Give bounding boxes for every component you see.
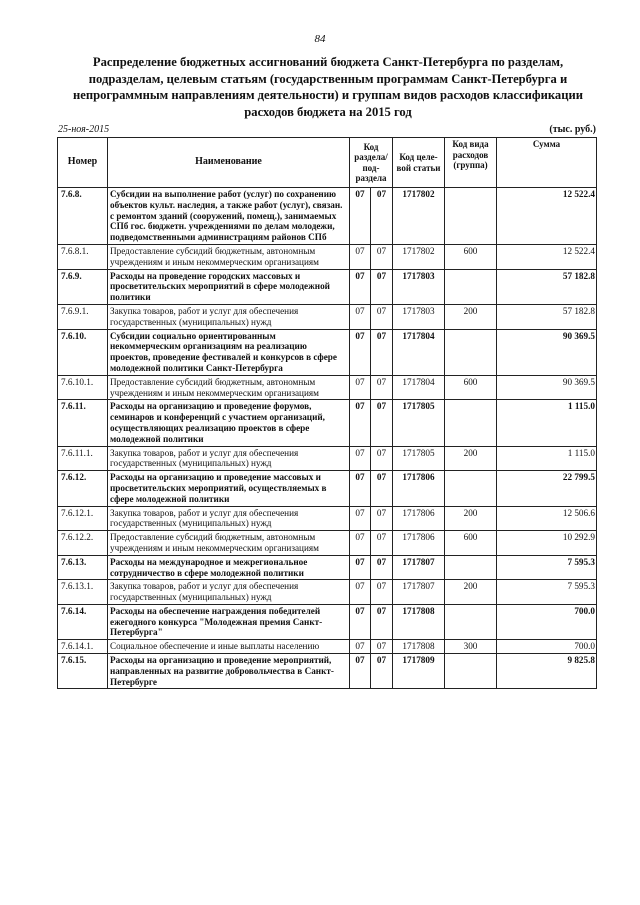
row-number: 7.6.14.1. [58,640,108,654]
row-podrazdel: 07 [371,304,393,329]
document-title: Распределение бюджетных ассигнований бюджета Санкт-Петербурга по разделам, подразделам, целевым статьям (государственным программам Санкт-Петербурга и непрограммным направлениям деятельности) и группам видов расходов классификации расходов бюджета на 2015 год [73,55,583,119]
row-celevaya: 1717806 [393,506,445,531]
row-number: 7.6.14. [58,604,108,639]
table-row [58,375,597,400]
row-podrazdel: 07 [371,654,393,689]
row-celevaya: 1717807 [393,555,445,580]
row-name: Закупка товаров, работ и услуг для обеспечения государственных (муниципальных) нужд [108,580,350,605]
row-podrazdel: 07 [371,506,393,531]
row-summa: 12 506.6 [497,506,597,531]
row-summa: 10 292.9 [497,531,597,556]
row-razdel: 07 [350,304,371,329]
row-summa: 12 522.4 [497,188,597,245]
row-podrazdel: 07 [371,244,393,269]
row-razdel: 07 [350,329,371,375]
row-number: 7.6.9. [58,269,108,304]
row-razdel: 07 [350,580,371,605]
row-vid [445,400,497,446]
row-summa: 57 182.8 [497,269,597,304]
row-celevaya: 1717808 [393,604,445,639]
row-vid [445,604,497,639]
row-celevaya: 1717802 [393,244,445,269]
row-celevaya: 1717806 [393,531,445,556]
row-summa: 1 115.0 [497,400,597,446]
row-razdel: 07 [350,555,371,580]
row-number: 7.6.10.1. [58,375,108,400]
header-vid: Код вида расходов (группа) [445,138,497,188]
header-celevaya: Код целе- вой статьи [393,138,445,188]
row-summa: 22 799.5 [497,471,597,506]
row-vid: 600 [445,531,497,556]
row-podrazdel: 07 [371,329,393,375]
header-number: Номер [58,138,108,188]
header-name: Наименование [108,138,350,188]
row-celevaya: 1717804 [393,329,445,375]
row-podrazdel: 07 [371,446,393,471]
row-name: Расходы на организацию и проведение массовых и просветительских мероприятий, осуществляемых в сфере молодежной политики [108,471,350,506]
row-vid [445,329,497,375]
row-podrazdel: 07 [371,400,393,446]
row-name: Расходы на международное и межрегиональное сотрудничество в сфере молодежной политики [108,555,350,580]
row-name: Расходы на организацию и проведение форумов, семинаров и конференций с участием организаций, осуществляющих реализацию проектов в сфере молодежной политики [108,400,350,446]
row-summa: 12 522.4 [497,244,597,269]
row-name: Расходы на обеспечение награждения победителей ежегодного конкурса "Молодежная премия Санкт-Петербурга" [108,604,350,639]
row-podrazdel: 07 [371,640,393,654]
row-podrazdel: 07 [371,269,393,304]
table-row [58,446,597,471]
row-razdel: 07 [350,269,371,304]
table-row [58,471,597,506]
row-vid [445,471,497,506]
row-summa: 57 182.8 [497,304,597,329]
row-vid [445,555,497,580]
row-summa: 90 369.5 [497,329,597,375]
row-name: Закупка товаров, работ и услуг для обеспечения государственных (муниципальных) нужд [108,446,350,471]
row-vid: 300 [445,640,497,654]
row-vid: 200 [445,580,497,605]
row-razdel: 07 [350,531,371,556]
row-celevaya: 1717808 [393,640,445,654]
row-razdel: 07 [350,244,371,269]
row-summa: 90 369.5 [497,375,597,400]
row-razdel: 07 [350,375,371,400]
row-podrazdel: 07 [371,188,393,245]
row-summa: 700.0 [497,640,597,654]
row-number: 7.6.10. [58,329,108,375]
row-summa: 1 115.0 [497,446,597,471]
row-number: 7.6.13. [58,555,108,580]
row-celevaya: 1717803 [393,269,445,304]
row-razdel: 07 [350,471,371,506]
row-name: Субсидии на выполнение работ (услуг) по сохранению объектов культ. наследия, а также работ (услуг), связан. с ремонтом зданий (сооружений, помещ.), занимаемых СПб гос. бюджетн. учреждениями по делам молодежи, подведомственными администрациям районов СПб [108,188,350,245]
row-podrazdel: 07 [371,471,393,506]
table-row [58,580,597,605]
row-vid: 200 [445,446,497,471]
row-name: Социальное обеспечение и иные выплаты населению [108,640,350,654]
document-date: 25-ноя-2015 [58,124,110,135]
row-summa: 7 595.3 [497,555,597,580]
row-vid: 200 [445,304,497,329]
row-celevaya: 1717806 [393,471,445,506]
row-vid: 600 [445,375,497,400]
table-row [58,654,597,689]
row-vid: 600 [445,244,497,269]
row-name: Субсидии социально ориентированным некоммерческим организациям на реализацию проектов, проведение фестивалей и конкурсов в сфере молодежной политики Санкт-Петербурга [108,329,350,375]
row-number: 7.6.8.1. [58,244,108,269]
row-number: 7.6.12.1. [58,506,108,531]
row-name: Предоставление субсидий бюджетным, автономным учреждениям и иным некоммерческим организациям [108,244,350,269]
table-row [58,604,597,639]
row-number: 7.6.11. [58,400,108,446]
table-row [58,531,597,556]
row-name: Предоставление субсидий бюджетным, автономным учреждениям и иным некоммерческим организациям [108,531,350,556]
table-header-row [58,138,597,188]
table-row [58,329,597,375]
row-razdel: 07 [350,654,371,689]
row-summa: 9 825.8 [497,654,597,689]
table-row [58,506,597,531]
row-number: 7.6.15. [58,654,108,689]
row-celevaya: 1717809 [393,654,445,689]
row-number: 7.6.12. [58,471,108,506]
row-number: 7.6.9.1. [58,304,108,329]
row-celevaya: 1717802 [393,188,445,245]
row-summa: 700.0 [497,604,597,639]
row-razdel: 07 [350,446,371,471]
table-body [58,188,597,689]
row-razdel: 07 [350,400,371,446]
table-row [58,244,597,269]
table-row [58,269,597,304]
row-podrazdel: 07 [371,555,393,580]
row-name: Расходы на организацию и проведение мероприятий, направленных на развитие добровольчества в Санкт-Петербурге [108,654,350,689]
budget-table [57,137,597,689]
header-razdel: Код раздела/ под- раздела [350,138,393,188]
row-vid [445,654,497,689]
row-summa: 7 595.3 [497,580,597,605]
table-row [58,640,597,654]
row-vid: 200 [445,506,497,531]
row-number: 7.6.8. [58,188,108,245]
row-razdel: 07 [350,506,371,531]
units-label: (тыс. руб.) [549,124,596,135]
row-celevaya: 1717804 [393,375,445,400]
row-podrazdel: 07 [371,604,393,639]
row-number: 7.6.12.2. [58,531,108,556]
table-row [58,304,597,329]
row-razdel: 07 [350,604,371,639]
table-row [58,188,597,245]
row-name: Закупка товаров, работ и услуг для обеспечения государственных (муниципальных) нужд [108,506,350,531]
row-podrazdel: 07 [371,531,393,556]
table-row [58,555,597,580]
row-vid [445,188,497,245]
row-number: 7.6.13.1. [58,580,108,605]
page-number: 84 [314,33,326,45]
row-razdel: 07 [350,188,371,245]
row-vid [445,269,497,304]
row-name: Расходы на проведение городских массовых и просветительских мероприятий в сфере молодежной политики [108,269,350,304]
row-name: Предоставление субсидий бюджетным, автономным учреждениям и иным некоммерческим организациям [108,375,350,400]
table-row [58,400,597,446]
row-number: 7.6.11.1. [58,446,108,471]
row-name: Закупка товаров, работ и услуг для обеспечения государственных (муниципальных) нужд [108,304,350,329]
row-podrazdel: 07 [371,375,393,400]
header-summa: Сумма [497,138,597,188]
row-celevaya: 1717805 [393,400,445,446]
row-razdel: 07 [350,640,371,654]
row-celevaya: 1717807 [393,580,445,605]
row-celevaya: 1717805 [393,446,445,471]
row-celevaya: 1717803 [393,304,445,329]
row-podrazdel: 07 [371,580,393,605]
